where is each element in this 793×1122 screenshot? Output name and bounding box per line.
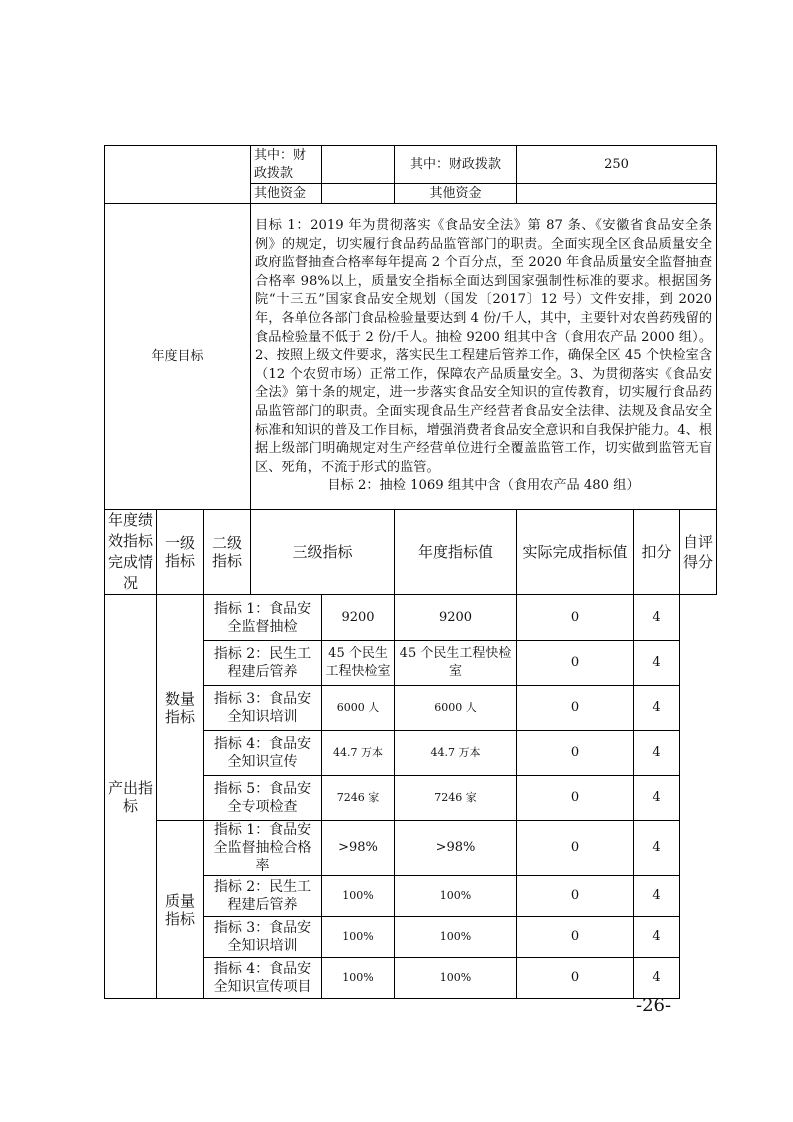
annual-goal-label: 年度目标 — [105, 204, 251, 510]
table-row — [105, 821, 717, 876]
deduction: 0 — [517, 821, 634, 876]
self-score: 4 — [634, 958, 680, 999]
fin-value: 250 — [517, 146, 717, 184]
indicator-name: 指标 3：食品安全知识培训 — [204, 917, 322, 958]
target-value: 7246 家 — [322, 776, 395, 821]
deduction: 0 — [517, 776, 634, 821]
empty-cell — [322, 146, 395, 184]
indicator-name: 指标 5：食品安全专项检查 — [204, 776, 322, 821]
deduction: 0 — [517, 876, 634, 917]
self-score: 4 — [634, 917, 680, 958]
deduction: 0 — [517, 958, 634, 999]
page-number: -26- — [636, 995, 672, 1016]
actual-value: 7246 家 — [395, 776, 517, 821]
indicator-name: 指标 4：食品安全知识宣传项目 — [204, 958, 322, 999]
indicator-name: 指标 3：食品安全知识培训 — [204, 686, 322, 731]
self-score: 4 — [634, 776, 680, 821]
header-level3: 三级指标 — [251, 510, 395, 595]
other-label-right: 其他资金 — [395, 184, 517, 204]
fin-label: 其中：财政拨款 — [251, 146, 322, 184]
actual-value: >98% — [395, 821, 517, 876]
indicator-name: 指标 2：民生工程建后管养 — [204, 641, 322, 686]
actual-value: 100% — [395, 917, 517, 958]
other-label: 其他资金 — [251, 184, 322, 204]
fin-label-right: 其中：财政拨款 — [395, 146, 517, 184]
actual-value: 100% — [395, 876, 517, 917]
quantity-cell: 数量指标 — [157, 595, 204, 821]
deduction: 0 — [517, 686, 634, 731]
self-score: 4 — [634, 876, 680, 917]
table-row — [105, 595, 717, 641]
target-value: 45 个民生工程快检室 — [322, 641, 395, 686]
header-actual: 实际完成指标值 — [517, 510, 634, 595]
self-score: 4 — [634, 641, 680, 686]
empty-cell — [517, 184, 717, 204]
actual-value: 6000 人 — [395, 686, 517, 731]
goal-1: 目标 1：2019 年为贯彻落实《食品安全法》第 87 条、《安徽省食品安全条例》的规定，切实履行食品药品监管部门的职责。全面实现全区食品质量安全政府监督抽查合格率每年提高 2 个百分点，至 2020 年食品质量安全监督抽查合格率 98%以上，质量安全指标全面达到国家强制性标准的要求。根据国务院“十三五”国家食品安全规划（国发〔2017〕12 号）文件安排，到 2020 年，各单位各部门食品检验量要达到 4 份/千人，其中，主要针对农兽药残留的食品检验量不低于 2 份/千人。抽检 9200 组其中含（食用农产品 2000 组）。2、按照上级文件要求，落实民生工程建后管养工作，确保全区 45 个快检室含（12 个农贸市场）正常工作，保障农产品质量安全。3、为贯彻落实《食品安全法》第十条的规定，进一步落实食品安全知识的宣传教育，切实履行食品药品监管部门的职责。全面实现食品生产经营者食品安全法律、法规及食品安全标准和知识的普及工作目标，增强消费者食品安全意识和自我保护能力。4、根据上级部门明确规定对生产经营单位进行全覆盖监管工作，切实做到监管无盲区、死角，不流于形式的监管。 — [255, 218, 713, 475]
goal-2: 目标 2：抽检 1069 组其中含（食用农产品 480 组） — [327, 478, 640, 494]
actual-value: 9200 — [395, 595, 517, 641]
target-value: 100% — [322, 876, 395, 917]
indicator-name: 指标 1：食品安全监督抽检 — [204, 595, 322, 641]
target-value: 100% — [322, 917, 395, 958]
header-level1: 一级指标 — [157, 510, 204, 595]
target-value: 100% — [322, 958, 395, 999]
deduction: 0 — [517, 917, 634, 958]
blank-cell — [105, 146, 251, 204]
header-deduct: 扣分 — [634, 510, 680, 595]
indicator-name: 指标 1：食品安全监督抽检合格率 — [204, 821, 322, 876]
self-score: 4 — [634, 686, 680, 731]
target-value: >98% — [322, 821, 395, 876]
level1-cell: 产出指标 — [105, 595, 157, 999]
indicator-name: 指标 4：食品安全知识宣传 — [204, 731, 322, 776]
deduction: 0 — [517, 731, 634, 776]
indicator-name: 指标 2：民生工程建后管养 — [204, 876, 322, 917]
annual-goal-text — [251, 204, 717, 510]
quality-cell: 质量指标 — [157, 821, 204, 999]
self-score: 4 — [634, 821, 680, 876]
self-score: 4 — [634, 595, 680, 641]
header-level2: 二级指标 — [204, 510, 251, 595]
self-score: 4 — [634, 731, 680, 776]
header-score: 自评得分 — [680, 510, 717, 595]
target-value: 6000 人 — [322, 686, 395, 731]
empty-cell — [322, 184, 395, 204]
target-value: 44.7 万本 — [322, 731, 395, 776]
actual-value: 44.7 万本 — [395, 731, 517, 776]
actual-value: 45 个民生工程快检室 — [395, 641, 517, 686]
target-value: 9200 — [322, 595, 395, 641]
performance-table — [104, 145, 717, 999]
perf-label: 年度绩效指标完成情况 — [105, 510, 157, 595]
header-target: 年度指标值 — [395, 510, 517, 595]
actual-value: 100% — [395, 958, 517, 999]
deduction: 0 — [517, 641, 634, 686]
deduction: 0 — [517, 595, 634, 641]
